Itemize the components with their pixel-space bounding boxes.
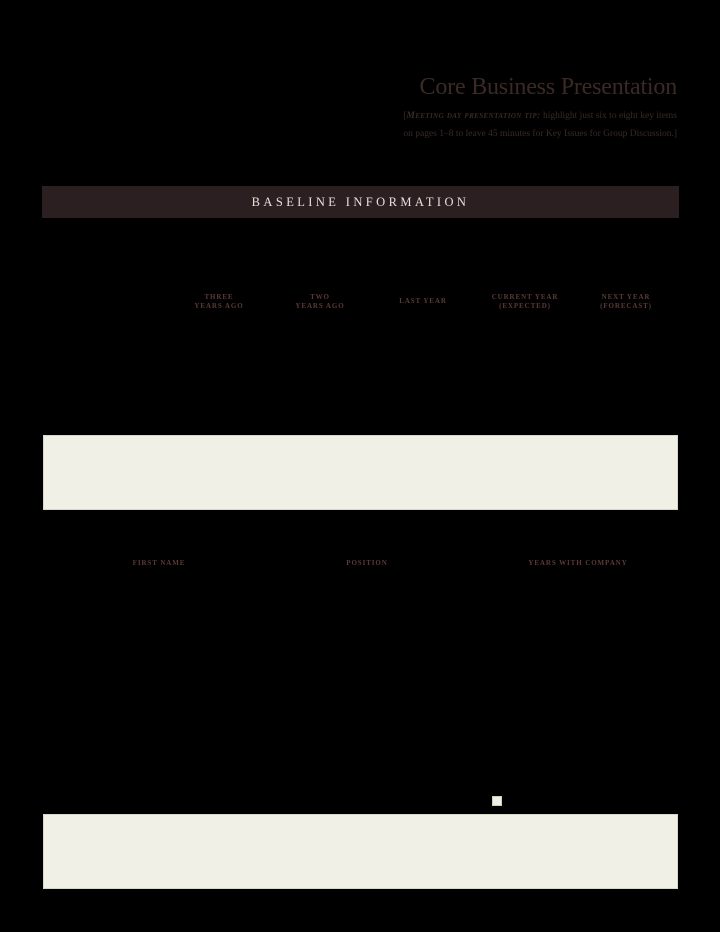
baseline-notes-field[interactable] <box>43 435 678 510</box>
baseline-information-banner <box>42 186 679 218</box>
column-header-position: POSITION <box>346 559 388 567</box>
column-header-three-years-ago: THREE YEARS AGO <box>194 293 244 310</box>
banner-label: BASELINE INFORMATION <box>251 194 470 209</box>
column-header-current-year: CURRENT YEAR (EXPECTED) <box>491 293 559 310</box>
column-header-two-years-ago: TWO YEARS AGO <box>295 293 345 310</box>
page-title: Core Business Presentation <box>419 74 677 100</box>
team-notes-field[interactable] <box>43 814 678 889</box>
column-header-last-year: LAST YEAR <box>399 297 447 305</box>
checkbox[interactable] <box>492 796 502 806</box>
column-header-next-year: NEXT YEAR (FORECAST) <box>600 293 652 310</box>
presentation-tip <box>257 107 677 143</box>
column-header-years-with-company: YEARS WITH COMPANY <box>528 559 628 567</box>
column-header-first-name: FIRST NAME <box>132 559 186 567</box>
tip-open-bracket: [ <box>403 111 407 121</box>
tip-line-1: highlight just six to eight key items <box>540 111 677 121</box>
tip-lead: Meeting day presentation tip: <box>406 111 541 121</box>
tip-line-2: on pages 1–8 to leave 45 minutes for Key Issues for Group Discussion.] <box>403 129 677 139</box>
